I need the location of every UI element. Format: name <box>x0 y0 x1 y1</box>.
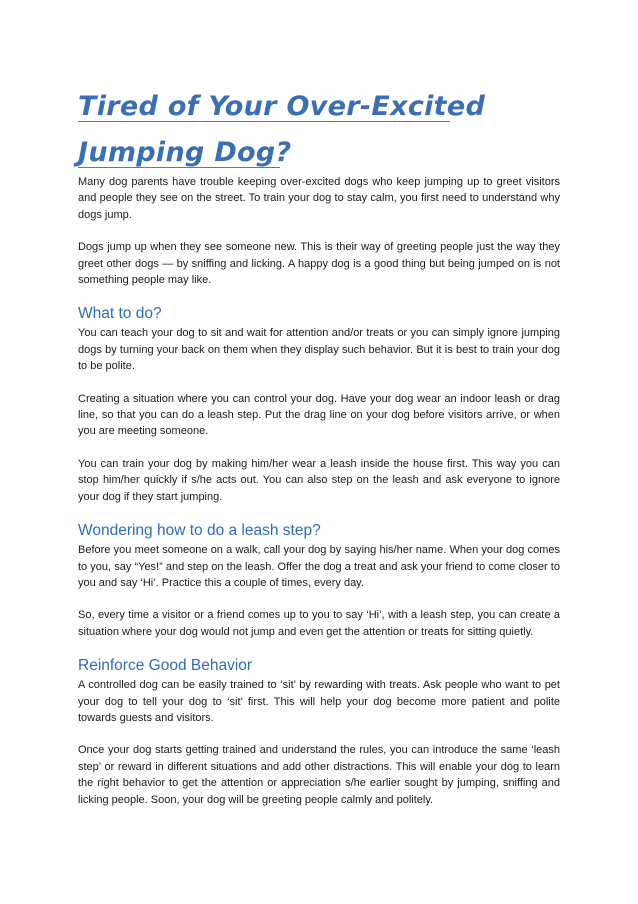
leash-step-paragraph-2: So, every time a visitor or a friend comes up to you to say ‘Hi’, with a leash step, you can create a situation where your dog would not jump and even get the attention or treats for sitting quietly. <box>78 609 560 638</box>
section-heading-what-to-do: What to do? <box>78 305 162 323</box>
section-heading-leash-step: Wondering how to do a leash step? <box>78 522 321 540</box>
intro-paragraph-1: Many dog parents have trouble keeping over-excited dogs who keep jumping up to greet visitors and people they see on the street. To train your dog to stay calm, you first need to understand why dogs jump. <box>78 176 560 221</box>
what-to-do-paragraph-3: You can train your dog by making him/her wear a leash inside the house first. This way you can stop him/her quickly if s/he acts out. You can also step on the leash and ask everyone to ignore your dog if they start jumping. <box>78 457 560 503</box>
intro-paragraph-2: Dogs jump up when they see someone new. This is their way of greeting people just the way they greet other dogs — by sniffing and licking. A happy dog is a good thing but being jumped on is not something people may like. <box>78 241 560 287</box>
leash-step-paragraph-1: Before you meet someone on a walk, call your dog by saying his/her name. When your dog comes to you, say “Yes!” and step on the leash. Offer the dog a treat and ask your friend to come closer to you and say ‘Hi’. Practice this a couple of times, every day. <box>78 544 560 589</box>
reinforce-paragraph-2: Once your dog starts getting trained and understand the rules, you can introduce the same ‘leash step’ or reward in different situations and add other distractions. This will enable your dog to learn the right behavior to get the attention or appreciation s/he earlier sought by jumping, sniffing and licking people. Soon, your dog will be greeting people calmly and politely. <box>78 744 560 806</box>
section-heading-reinforce: Reinforce Good Behavior <box>78 657 253 675</box>
page-title <box>78 82 560 131</box>
page-title-line-1: Tired of Your Over-Excited <box>78 91 486 122</box>
what-to-do-paragraph-1: You can teach your dog to sit and wait for attention and/or treats or you can simply ignore jumping dogs by turning your back on them when they display such behavior. But it is best to train your dog to be polite. <box>78 327 560 373</box>
page-title-continued <box>78 128 560 177</box>
document-page <box>78 82 560 824</box>
page-title-line-2: Jumping Dog? <box>78 137 292 168</box>
reinforce-paragraph-1: A controlled dog can be easily trained to ‘sit’ by rewarding with treats. Ask people who want to pet your dog to tell your dog to ‘sit’ first. This will help your dog become more patient and polite towards guests and visitors. <box>78 679 560 724</box>
what-to-do-paragraph-2: Creating a situation where you can control your dog. Have your dog wear an indoor leash or drag line, so that you can do a leash step. Put the drag line on your dog before visitors arrive, or when you are meeting someone. <box>78 392 560 438</box>
